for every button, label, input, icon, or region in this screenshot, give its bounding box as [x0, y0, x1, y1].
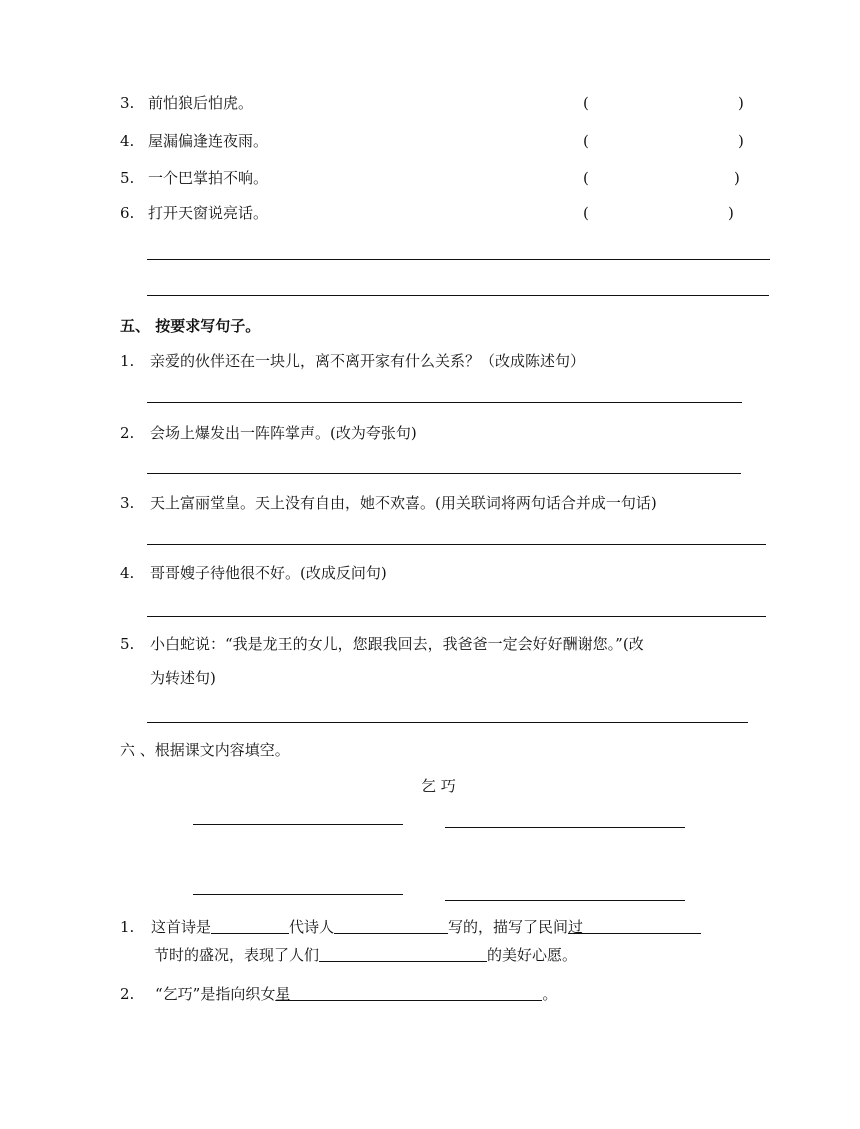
- answer-line[interactable]: [147, 259, 770, 260]
- question-text: “乞巧”是指向织女: [155, 985, 276, 1003]
- answer-paren-close: ): [734, 169, 740, 187]
- question-text: 这首诗是: [151, 918, 212, 936]
- answer-paren-open: (: [583, 94, 589, 112]
- fill-question-continued: [154, 945, 577, 965]
- question-text-continued: 为转述句): [150, 669, 216, 687]
- fill-question: [155, 984, 557, 1004]
- item-number: 3.: [120, 94, 135, 112]
- item-number: 4.: [120, 564, 135, 582]
- item-number: 2.: [120, 985, 135, 1003]
- poem-line-blank[interactable]: [193, 894, 403, 895]
- question-text: 过: [568, 918, 584, 936]
- answer-paren-close: ): [738, 132, 744, 150]
- poem-line-blank[interactable]: [193, 824, 403, 825]
- poem-line-blank[interactable]: [445, 900, 685, 901]
- question-text: 小白蛇说：“我是龙王的女儿，您跟我回去，我爸爸一定会好好酬谢您。”(改: [150, 635, 644, 653]
- answer-line[interactable]: [147, 473, 741, 474]
- answer-line[interactable]: [147, 616, 766, 617]
- answer-paren-open: (: [583, 132, 589, 150]
- answer-line[interactable]: [147, 544, 766, 545]
- item-number: 1.: [120, 352, 135, 370]
- answer-blank[interactable]: [583, 917, 701, 934]
- idiom-text: 屋漏偏逢连夜雨。: [148, 132, 269, 150]
- section-heading: 六 、根据课文内容填空。: [120, 741, 290, 759]
- idiom-text: 打开天窗说亮话。: [148, 204, 269, 222]
- poem-line-blank[interactable]: [445, 827, 685, 828]
- fill-question: [151, 917, 701, 937]
- question-text: 星: [275, 985, 291, 1003]
- idiom-text: 前怕狼后怕虎。: [148, 94, 254, 112]
- item-number: 6.: [120, 204, 135, 222]
- item-number: 5.: [120, 169, 135, 187]
- question-text: 亲爱的伙伴还在一块儿，离不离开家有什么关系？（改成陈述句）: [150, 352, 586, 370]
- answer-line[interactable]: [147, 295, 769, 296]
- idiom-text: 一个巴掌拍不响。: [148, 169, 269, 187]
- item-number: 2.: [120, 424, 135, 442]
- answer-line[interactable]: [147, 722, 748, 723]
- question-text: 的美好心愿。: [487, 946, 578, 964]
- answer-blank[interactable]: [290, 984, 542, 1001]
- question-text: 代诗人: [289, 918, 335, 936]
- question-text: 写的，描写了民间: [448, 918, 569, 936]
- answer-paren-close: ): [728, 204, 734, 222]
- item-number: 3.: [120, 494, 135, 512]
- answer-paren-open: (: [583, 204, 589, 222]
- answer-blank[interactable]: [211, 917, 289, 934]
- question-text: 节时的盛况，表现了人们: [154, 946, 320, 964]
- answer-line[interactable]: [147, 402, 742, 403]
- answer-blank[interactable]: [319, 945, 487, 962]
- answer-paren-open: (: [583, 169, 589, 187]
- poem-title: 乞 巧: [421, 777, 456, 795]
- item-number: 1.: [120, 918, 135, 936]
- answer-paren-close: ): [738, 94, 744, 112]
- item-number: 4.: [120, 132, 135, 150]
- section-heading: 五、 按要求写句子。: [120, 317, 261, 335]
- question-text: 天上富丽堂皇。天上没有自由，她不欢喜。(用关联词将两句话合并成一句话): [150, 494, 657, 512]
- question-text: 。: [542, 985, 558, 1003]
- answer-blank[interactable]: [334, 917, 448, 934]
- question-text: 哥哥嫂子待他很不好。(改成反问句): [150, 564, 387, 582]
- item-number: 5.: [120, 635, 135, 653]
- question-text: 会场上爆发出一阵阵掌声。(改为夸张句): [150, 424, 417, 442]
